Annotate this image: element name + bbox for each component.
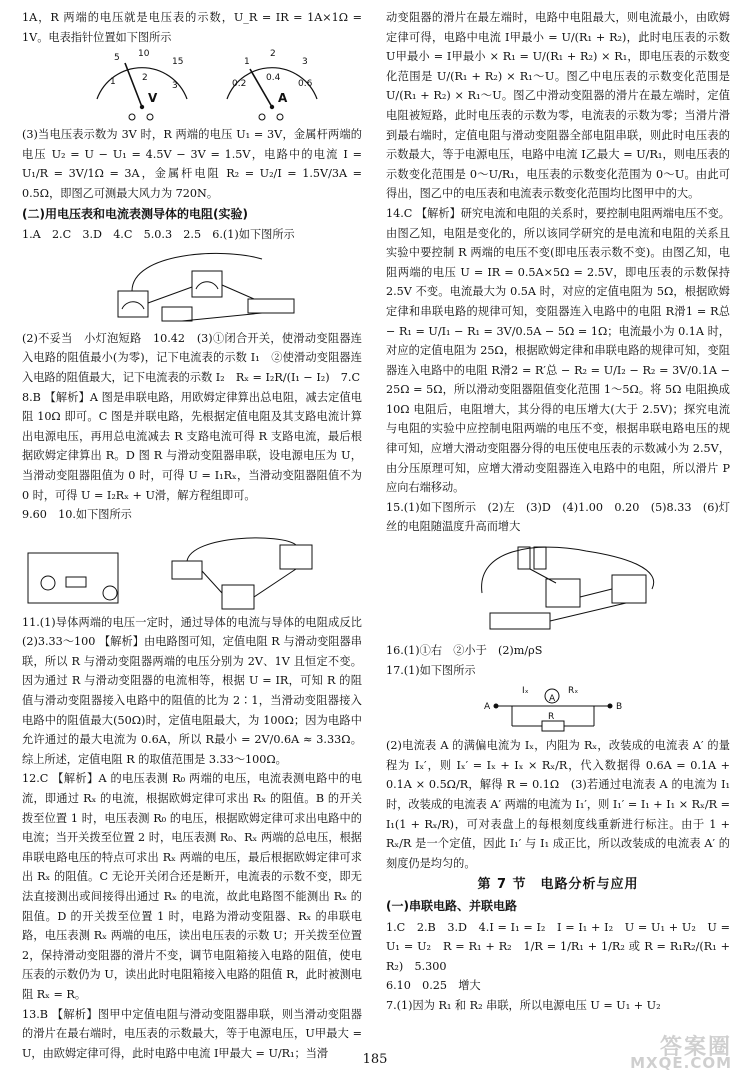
a-scale-top-3: 3	[302, 57, 308, 68]
paragraph: 动变阻器的滑片在最左端时，电路中电阻最大，则电流最小，由欧姆定律可得，电路中电流 I甲最小 = U/(R₁ + R₂)，此时电压表的示数 U甲最小 = I甲最小 × R₁ = U/(R₁ + R₂) × R₁，即电压表的示数变化范围是 U/(R₁ + R₂) × R₁～U。图乙中电压表的示数变化范围是 U/(R₁ + R₂) × R₁～U。图乙中滑动变阻器的滑片在最左端时，定值电阻被短路，此时电压表的示数为零，电流表的示数为零；当滑片滑到最右端时，定值电阻与滑动变阻器全部电阻串联，则此时电压表的示数最大，等于电源电压，电路中电流 I乙最大 = U/R₁，则电压表的示数变化范围是 0～U/R₁，电压表的示数变化范围为 0～U。由此可得出，图乙中的电压表和电流表示数变化范围均比图甲中的大。	[386, 11, 730, 201]
watermark-top-text: 答案圈	[659, 1035, 732, 1060]
apparatus-svg-15	[386, 539, 730, 639]
apparatus-figure-15	[386, 539, 730, 639]
circuit-svg-10	[22, 527, 362, 611]
paragraph: 9.60 10.如下图所示	[22, 508, 132, 522]
paragraph: 17.(1)如下图所示	[386, 663, 476, 677]
paragraph: 8.B 【解析】A 图是串联电路，用欧姆定律算出总电阻，减去定值电阻 10Ω 即可。C 图是并联电路，先根据定值电阻及其支路电流计算出电源电压，再用总电流减去 R 支路电流可得 R 支路电流，最后根据欧姆定律算出 R。D 图 R 与滑动变阻器串联，设电源电压为 U，当滑动变阻器阻值为 0 时，可得 U = I₁Rₓ，当滑动变阻器阻值不为 0 时，可得 U = I₂Rₓ + U滑，解方程组即可。	[22, 390, 362, 502]
paragraph: 1.C 2.B 3.D 4.I = I₁ = I₂ I = I₁ + I₂ U = U₁ + U₂ U = U₁ = U₂ R = R₁ + R₂ 1/R = 1/R₁ + 1/R₂ 或 R = R₁R₂/(R₁ + R₂) 5.300	[386, 920, 730, 973]
meter-figure	[22, 49, 362, 123]
paragraph: (2)不妥当 小灯泡短路 10.42 (3)①闭合开关，使滑动变阻器连入电路的阻值最小(为零)，记下电流表的示数 I₁ ②使滑动变阻器连入电路的阻值最大，记下电流表的示数 I₂ Rₓ = I₂R/(I₁ − I₂) 7.C	[22, 331, 362, 384]
terminal-a: A	[484, 702, 491, 713]
circuit-svg-17	[386, 682, 730, 734]
paragraph: 14.C 【解析】研究电流和电阻的关系时，要控制电阻两端电压不变。由图乙知，电阻是变化的，所以该同学研究的是电流和电阻的关系且实验中要控制 R 两端的电压不变(即电压表示数不变)。由图乙知，电阻两端的电压 U = IR = 0.5A×5Ω = 2.5V，即电压表的示数保持 2.5V 不变。电流最大为 0.5A 时，对应的定值电阻为 5Ω，根据欧姆定律和串联电路的规律可知，变阻器连入电路中的电阻 R滑1 = R总 − R₁ = U/I₁ − R₁ = 3V/0.5A − 5Ω = 1Ω；电流最小为 0.1A 时，对应的定值电阻为 25Ω，根据欧姆定律和串联电路的规律可知，变阻器连入电路中的电阻 R滑2 = R′总 − R₂ = U/I₂ − R₂ = 3V/0.1A − 25Ω = 5Ω，所以滑动变阻器阻值变化范围 1～5Ω。将 5Ω 电阻换成 10Ω 电阻后，电阻增大，其分得的电压增大(大于 2.5V)；探究电流与电阻的实验中应控制电阻两端的电压不变，根据串联电路电压的规律可知，应增大滑动变阻器分得的电压使电压表的示数减小为 2.5V，由分压原理可知，应增大滑动变阻器连入电路中的电阻，所以滑片 P 应向右端移动。	[386, 206, 730, 495]
right-column	[386, 8, 730, 1016]
label-rx: Rₓ	[568, 686, 579, 697]
paragraph: (3)当电压表示数为 3V 时，R 两端的电压 U₁ = 3V，金属杆两端的电压 U₂ = U − U₁ = 4.5V − 3V = 1.5V，电路中的电流 I = U₁/R = 3V/1Ω = 3A，金属杆电阻 R₂ = U₂/I = 1.5V/3A = 0.5Ω，即图乙可测最大风力为 720N。	[22, 128, 362, 200]
subsection-heading: (一)串联电路、并联电路	[386, 898, 517, 913]
paragraph: 7.(1)因为 R₁ 和 R₂ 串联，所以电源电压 U = U₁ + U₂	[386, 998, 661, 1012]
v-scale-top-1: 5	[114, 53, 120, 64]
label-ix: Iₓ	[522, 686, 529, 697]
paragraph: 1.A 2.C 3.D 4.C 5.0.3 2.5 6.(1)如下图所示	[22, 228, 295, 242]
a-scale-bot-3: 0.6	[298, 79, 313, 90]
paragraph: 6.10 0.25 增大	[386, 979, 481, 993]
v-scale-bot-1: 1	[110, 77, 116, 88]
v-scale-top-2: 10	[138, 49, 150, 60]
terminal-b: B	[616, 702, 623, 713]
paragraph: 12.C 【解析】A 的电压表测 R₀ 两端的电压，电流表测电路中的电流，即通过 Rₓ 的电流，根据欧姆定律可求出 Rₓ 的阻值。B 的开关拨至位置 1 时，电压表测 R₀ 的电压，根据欧姆定律可求出电路中的电流；当开关拨至位置 2 时，电压表测 R₀、Rₓ 两端的总电压，根据串联电路电压的特点可求出 Rₓ 两端的电压，最后根据欧姆定律可求出 Rₓ 的阻值。C 无论开关闭合还是断开，电流表的示数不变，即无法直接测出或间接得出通过 Rₓ 的电流，故此电路图不能测出 Rₓ 的阻值。D 的开关拨至位置 1 时，电路为滑动变阻器、Rₓ 的串联电路，电压表测 Rₓ 两端的电压，读出电压表的示数 U；开关拨至位置 2，保持滑动变阻器的滑片不变，调节电阻箱接入电路的阻值，使电压表的示数仍为 U，读出此时电阻箱接入电路的阻值 R，此时被测电阻 Rₓ = R。	[22, 772, 362, 1001]
page-number: 185	[362, 1052, 388, 1067]
v-scale-bot-3: 3	[172, 81, 178, 92]
section-title: 第 7 节 电路分析与应用	[477, 877, 639, 893]
paragraph: 15.(1)如下图所示 (2)左 (3)D (4)1.00 0.20 (5)8.33 (6)灯丝的电阻随温度升高而增大	[386, 500, 730, 534]
v-scale-top-3: 15	[172, 57, 184, 68]
circuit-figure-17	[386, 682, 730, 734]
paragraph: (2)电流表 A 的满偏电流为 Iₓ，内阻为 Rₓ，改装成的电流表 A′ 的量程为 Iₓ′，则 Iₓ′ = Iₓ + Iₓ × Rₓ/R，代入数据得 0.6A = 0.1A + 0.1A × 0.5Ω/R，解得 R = 0.1Ω (3)若通过电流表 A 的电流为 I₁ 时，改装成的电流表 A′ 两端的电流为 I₁′，则 I₁′ = I₁ + I₁ × Rₓ/R = I₁(1 + Rₓ/R)，可对表盘上的每根刻度线重新进行标注。由于 1 + Rₓ/R 是一个定值，因此 I₁′ 与 I₁ 成正比，所以改装成的电流表 A′ 的刻度仍是均匀的。	[386, 739, 730, 870]
a-scale-bot-2: 0.4	[266, 73, 281, 84]
circuit-figure-10	[22, 527, 362, 611]
voltmeter-letter: V	[148, 91, 158, 106]
paragraph: 13.B 【解析】图甲中定值电阻与滑动变阻器串联，则当滑动变阻器的滑片在最右端时，电压表的示数最大，等于电源电压，U甲最大 = U，由欧姆定律可得，此时电路中电流 I甲最大 = U/R₁；当滑	[22, 1007, 362, 1060]
a-scale-top-1: 1	[244, 57, 250, 68]
a-scale-bot-1: 0.2	[232, 79, 247, 90]
ammeter-letter: A	[278, 91, 288, 106]
a-scale-top-2: 2	[270, 49, 276, 60]
apparatus-figure-6	[22, 247, 362, 327]
subsection-heading: (二)用电压表和电流表测导体的电阻(实验)	[22, 206, 248, 221]
paragraph: 11.(1)导体两端的电压一定时，通过导体的电流与导体的电阻成反比 (2)3.33～100 【解析】由电路图可知，定值电阻 R 与滑动变阻器串联，所以 R 与滑动变阻器两端的电压分别为 2V、1V 且恒定不变。因为通过 R 与滑动变阻器的电流相等，根据 U = IR，可知 R 的阻值与滑动变阻器接入电路中的阻值的比为 2∶1，当滑动变阻器接入电路中的阻值最大(50Ω)时，定值电阻最大，为 100Ω；因为电路中允许通过的最大电流为 0.6A，所以 R最小 = 2V/0.6A ≈ 3.33Ω。综上所述，定值电阻 R 的取值范围是 3.33～100Ω。	[22, 615, 374, 766]
label-r: R	[548, 712, 555, 723]
ammeter-a-letter: A	[549, 694, 556, 705]
paragraph: 16.(1)①右 ②小于 (2)m/ρS	[386, 644, 543, 658]
apparatus-svg-6	[22, 247, 362, 327]
paragraph: 1A，R 两端的电压就是电压表的示数，U_R = IR = 1A×1Ω = 1V。电表指针位置如下图所示	[22, 11, 362, 44]
v-scale-bot-2: 2	[142, 73, 148, 84]
left-column	[22, 8, 374, 1063]
watermark-bottom-text: MXQE.COM	[630, 1054, 732, 1072]
